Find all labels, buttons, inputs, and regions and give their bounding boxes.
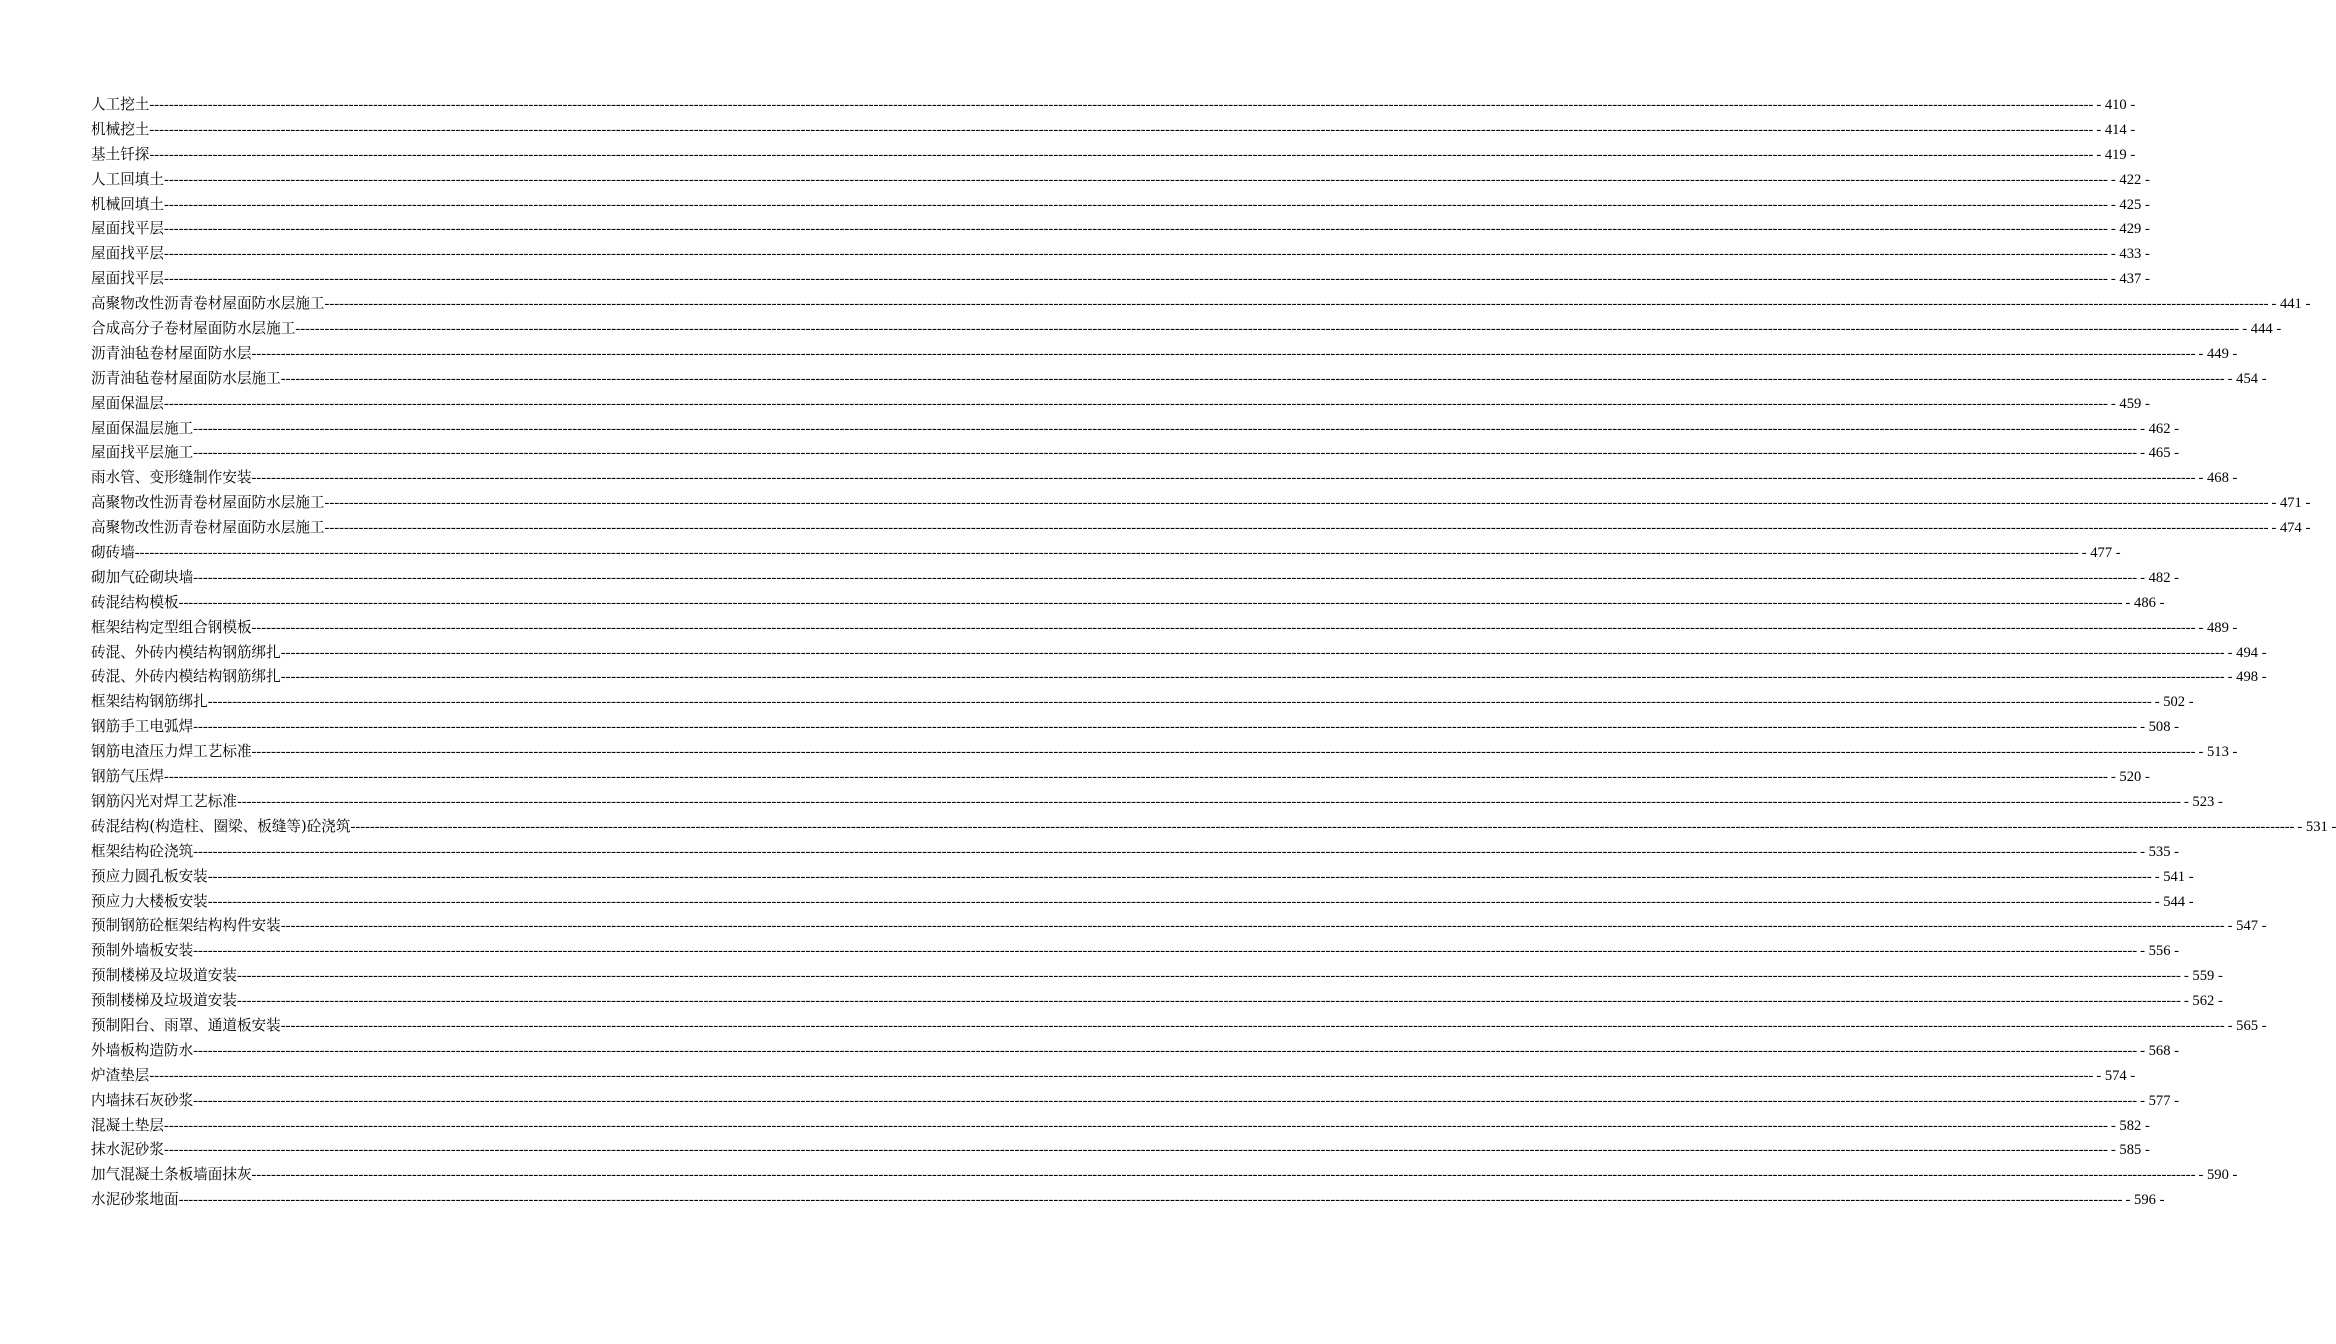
toc-leader-dashes: ---------------------------------------------------------------------------------------------------------------------------------------------------------------------------------------------------------------------------------------------------------------------------------------------------------------------------------------------------------------------------------------------------------------- <box>163 246 2108 263</box>
toc-leader-dashes: ---------------------------------------------------------------------------------------------------------------------------------------------------------------------------------------------------------------------------------------------------------------------------------------------------------------------------------------------------------------------------------------------------------------- <box>324 495 2269 512</box>
toc-entry-title: 预制外墙板安装 <box>91 942 194 960</box>
toc-entry[interactable] <box>91 1188 2165 1213</box>
toc-leader-dashes: ---------------------------------------------------------------------------------------------------------------------------------------------------------------------------------------------------------------------------------------------------------------------------------------------------------------------------------------------------------------------------------------------------------------- <box>251 744 2196 761</box>
toc-leader-dashes: ---------------------------------------------------------------------------------------------------------------------------------------------------------------------------------------------------------------------------------------------------------------------------------------------------------------------------------------------------------------------------------------------------------------- <box>295 321 2240 338</box>
toc-entry-page: - 419 - <box>2096 146 2136 163</box>
toc-entry[interactable] <box>91 964 2223 989</box>
toc-entry[interactable] <box>91 1114 2150 1139</box>
toc-leader-dashes: ---------------------------------------------------------------------------------------------------------------------------------------------------------------------------------------------------------------------------------------------------------------------------------------------------------------------------------------------------------------------------------------------------------------- <box>280 644 2225 661</box>
toc-entry-page: - 523 - <box>2183 793 2223 810</box>
toc-entry-title: 屋面保温层 <box>91 394 164 412</box>
table-of-contents <box>91 93 2336 1213</box>
toc-entry-title: 合成高分子卷材屋面防水层施工 <box>91 320 296 338</box>
toc-entry-title: 屋面找平层 <box>91 270 164 288</box>
toc-entry[interactable] <box>91 1089 2180 1114</box>
toc-entry-page: - 520 - <box>2110 769 2150 786</box>
toc-leader-dashes: ---------------------------------------------------------------------------------------------------------------------------------------------------------------------------------------------------------------------------------------------------------------------------------------------------------------------------------------------------------------------------------------------------------------- <box>193 1092 2138 1109</box>
toc-entry-page: - 454 - <box>2227 370 2267 387</box>
toc-entry-title: 钢筋手工电弧焊 <box>91 718 194 736</box>
toc-entry-title: 外墙板构造防水 <box>91 1041 194 1059</box>
toc-entry[interactable] <box>91 367 2267 392</box>
toc-entry-page: - 410 - <box>2096 97 2136 113</box>
toc-leader-dashes: ---------------------------------------------------------------------------------------------------------------------------------------------------------------------------------------------------------------------------------------------------------------------------------------------------------------------------------------------------------------------------------------------------------------- <box>207 694 2152 711</box>
toc-leader-dashes: ---------------------------------------------------------------------------------------------------------------------------------------------------------------------------------------------------------------------------------------------------------------------------------------------------------------------------------------------------------------------------------------------------------------- <box>193 445 2138 462</box>
toc-entry-title: 雨水管、变形缝制作安装 <box>91 469 252 487</box>
toc-entry-title: 预制钢筋砼框架结构构件安装 <box>91 917 281 935</box>
toc-entry-title: 砖混结构(构造柱、圈梁、板缝等)砼浇筑 <box>91 817 351 835</box>
toc-entry[interactable] <box>91 93 2136 118</box>
toc-entry-title: 机械挖土 <box>91 120 150 138</box>
toc-entry[interactable] <box>91 317 2282 342</box>
toc-entry-page: - 441 - <box>2271 296 2311 313</box>
toc-entry[interactable] <box>91 342 2238 367</box>
toc-entry-title: 水泥砂浆地面 <box>91 1191 179 1209</box>
toc-entry[interactable] <box>91 441 2180 466</box>
toc-entry-page: - 556 - <box>2140 943 2180 960</box>
toc-entry-title: 人工挖土 <box>91 96 150 113</box>
toc-entry-page: - 433 - <box>2110 246 2150 263</box>
toc-entry-title: 框架结构定型组合钢模板 <box>91 618 252 636</box>
toc-leader-dashes: ---------------------------------------------------------------------------------------------------------------------------------------------------------------------------------------------------------------------------------------------------------------------------------------------------------------------------------------------------------------------------------------------------------------- <box>324 296 2269 313</box>
toc-entry-page: - 565 - <box>2227 1017 2267 1034</box>
toc-entry[interactable] <box>91 665 2267 690</box>
toc-entry[interactable] <box>91 591 2165 616</box>
toc-entry-page: - 574 - <box>2096 1067 2136 1084</box>
toc-entry-title: 高聚物改性沥青卷材屋面防水层施工 <box>91 519 325 537</box>
toc-entry-page: - 577 - <box>2140 1092 2180 1109</box>
toc-entry-title: 预制楼梯及垃圾道安装 <box>91 967 237 985</box>
toc-leader-dashes: ---------------------------------------------------------------------------------------------------------------------------------------------------------------------------------------------------------------------------------------------------------------------------------------------------------------------------------------------------------------------------------------------------------------- <box>280 918 2225 935</box>
toc-leader-dashes: ---------------------------------------------------------------------------------------------------------------------------------------------------------------------------------------------------------------------------------------------------------------------------------------------------------------------------------------------------------------------------------------------------------------- <box>207 893 2152 910</box>
toc-entry-page: - 437 - <box>2110 271 2150 288</box>
toc-entry[interactable] <box>91 890 2194 915</box>
toc-leader-dashes: ---------------------------------------------------------------------------------------------------------------------------------------------------------------------------------------------------------------------------------------------------------------------------------------------------------------------------------------------------------------------------------------------------------------- <box>236 993 2181 1010</box>
toc-entry-page: - 459 - <box>2110 395 2150 412</box>
toc-entry[interactable] <box>91 1014 2267 1039</box>
toc-leader-dashes: ---------------------------------------------------------------------------------------------------------------------------------------------------------------------------------------------------------------------------------------------------------------------------------------------------------------------------------------------------------------------------------------------------------------- <box>280 669 2225 686</box>
toc-entry-page: - 494 - <box>2227 644 2267 661</box>
toc-leader-dashes: ---------------------------------------------------------------------------------------------------------------------------------------------------------------------------------------------------------------------------------------------------------------------------------------------------------------------------------------------------------------------------------------------------------------- <box>193 420 2138 437</box>
toc-entry-title: 沥青油毡卷材屋面防水层 <box>91 344 252 362</box>
toc-entry[interactable] <box>91 1138 2150 1163</box>
toc-entry-title: 混凝土垫层 <box>91 1116 164 1134</box>
toc-leader-dashes: ---------------------------------------------------------------------------------------------------------------------------------------------------------------------------------------------------------------------------------------------------------------------------------------------------------------------------------------------------------------------------------------------------------------- <box>134 545 2079 562</box>
toc-leader-dashes: ---------------------------------------------------------------------------------------------------------------------------------------------------------------------------------------------------------------------------------------------------------------------------------------------------------------------------------------------------------------------------------------------------------------- <box>178 594 2123 611</box>
toc-entry-page: - 425 - <box>2110 196 2150 213</box>
toc-entry[interactable] <box>91 1039 2180 1064</box>
toc-entry-title: 沥青油毡卷材屋面防水层施工 <box>91 369 281 387</box>
toc-leader-dashes: ---------------------------------------------------------------------------------------------------------------------------------------------------------------------------------------------------------------------------------------------------------------------------------------------------------------------------------------------------------------------------------------------------------------- <box>149 97 2094 113</box>
toc-entry[interactable] <box>91 1064 2136 1089</box>
toc-leader-dashes: ---------------------------------------------------------------------------------------------------------------------------------------------------------------------------------------------------------------------------------------------------------------------------------------------------------------------------------------------------------------------------------------------------------------- <box>251 619 2196 636</box>
toc-entry[interactable] <box>91 939 2180 964</box>
toc-entry-page: - 462 - <box>2140 420 2180 437</box>
toc-leader-dashes: ---------------------------------------------------------------------------------------------------------------------------------------------------------------------------------------------------------------------------------------------------------------------------------------------------------------------------------------------------------------------------------------------------------------- <box>163 221 2108 238</box>
toc-leader-dashes: ---------------------------------------------------------------------------------------------------------------------------------------------------------------------------------------------------------------------------------------------------------------------------------------------------------------------------------------------------------------------------------------------------------------- <box>236 793 2181 810</box>
toc-entry-page: - 568 - <box>2140 1042 2180 1059</box>
toc-entry-title: 砌加气砼砌块墙 <box>91 568 194 586</box>
toc-entry-page: - 474 - <box>2271 520 2311 537</box>
toc-leader-dashes: ---------------------------------------------------------------------------------------------------------------------------------------------------------------------------------------------------------------------------------------------------------------------------------------------------------------------------------------------------------------------------------------------------------------- <box>193 843 2138 860</box>
toc-entry[interactable] <box>91 466 2238 491</box>
toc-entry-page: - 544 - <box>2154 893 2194 910</box>
toc-entry[interactable] <box>91 516 2311 541</box>
toc-entry-page: - 585 - <box>2110 1142 2150 1159</box>
toc-entry-page: - 449 - <box>2198 345 2238 362</box>
toc-leader-dashes: ---------------------------------------------------------------------------------------------------------------------------------------------------------------------------------------------------------------------------------------------------------------------------------------------------------------------------------------------------------------------------------------------------------------- <box>280 370 2225 387</box>
toc-entry-title: 砖混、外砖内模结构钢筋绑扎 <box>91 668 281 686</box>
toc-leader-dashes: ---------------------------------------------------------------------------------------------------------------------------------------------------------------------------------------------------------------------------------------------------------------------------------------------------------------------------------------------------------------------------------------------------------------- <box>149 121 2094 138</box>
toc-entry-page: - 414 - <box>2096 121 2136 138</box>
toc-entry-page: - 471 - <box>2271 495 2311 512</box>
toc-leader-dashes: ---------------------------------------------------------------------------------------------------------------------------------------------------------------------------------------------------------------------------------------------------------------------------------------------------------------------------------------------------------------------------------------------------------------- <box>193 1042 2138 1059</box>
toc-entry-page: - 582 - <box>2110 1117 2150 1134</box>
toc-entry[interactable] <box>91 1163 2238 1188</box>
toc-entry[interactable] <box>91 740 2238 765</box>
toc-entry-page: - 429 - <box>2110 221 2150 238</box>
toc-entry-page: - 590 - <box>2198 1167 2238 1184</box>
toc-entry[interactable] <box>91 790 2223 815</box>
toc-entry[interactable] <box>91 715 2180 740</box>
toc-entry-title: 钢筋气压焊 <box>91 768 164 786</box>
toc-leader-dashes: ---------------------------------------------------------------------------------------------------------------------------------------------------------------------------------------------------------------------------------------------------------------------------------------------------------------------------------------------------------------------------------------------------------------- <box>163 395 2108 412</box>
toc-entry-title: 人工回填土 <box>91 170 164 188</box>
toc-entry-page: - 486 - <box>2125 594 2165 611</box>
toc-entry-title: 预制阳台、雨罩、通道板安装 <box>91 1016 281 1034</box>
toc-entry-title: 屋面找平层施工 <box>91 444 194 462</box>
toc-entry-title: 砖混结构模板 <box>91 593 179 611</box>
toc-entry-title: 砖混、外砖内模结构钢筋绑扎 <box>91 643 281 661</box>
toc-entry-title: 钢筋闪光对焊工艺标准 <box>91 792 237 810</box>
toc-entry-title: 内墙抹石灰砂浆 <box>91 1091 194 1109</box>
toc-entry[interactable] <box>91 815 2336 840</box>
toc-entry-title: 预制楼梯及垃圾道安装 <box>91 992 237 1010</box>
toc-entry-page: - 547 - <box>2227 918 2267 935</box>
toc-leader-dashes: ---------------------------------------------------------------------------------------------------------------------------------------------------------------------------------------------------------------------------------------------------------------------------------------------------------------------------------------------------------------------------------------------------------------- <box>163 196 2108 213</box>
toc-entry[interactable] <box>91 765 2150 790</box>
toc-leader-dashes: ---------------------------------------------------------------------------------------------------------------------------------------------------------------------------------------------------------------------------------------------------------------------------------------------------------------------------------------------------------------------------------------------------------------- <box>280 1017 2225 1034</box>
toc-entry[interactable] <box>91 491 2311 516</box>
toc-leader-dashes: ---------------------------------------------------------------------------------------------------------------------------------------------------------------------------------------------------------------------------------------------------------------------------------------------------------------------------------------------------------------------------------------------------------------- <box>324 520 2269 537</box>
toc-entry[interactable] <box>91 865 2194 890</box>
toc-entry-page: - 482 - <box>2140 569 2180 586</box>
toc-leader-dashes: ---------------------------------------------------------------------------------------------------------------------------------------------------------------------------------------------------------------------------------------------------------------------------------------------------------------------------------------------------------------------------------------------------------------- <box>193 943 2138 960</box>
toc-entry-page: - 477 - <box>2081 545 2121 562</box>
toc-leader-dashes: ---------------------------------------------------------------------------------------------------------------------------------------------------------------------------------------------------------------------------------------------------------------------------------------------------------------------------------------------------------------------------------------------------------------- <box>163 769 2108 786</box>
toc-entry-title: 框架结构钢筋绑扎 <box>91 693 208 711</box>
toc-entry[interactable] <box>91 690 2194 715</box>
toc-leader-dashes: ---------------------------------------------------------------------------------------------------------------------------------------------------------------------------------------------------------------------------------------------------------------------------------------------------------------------------------------------------------------------------------------------------------------- <box>149 1067 2094 1084</box>
toc-entry-title: 框架结构砼浇筑 <box>91 842 194 860</box>
toc-entry[interactable] <box>91 616 2238 641</box>
toc-leader-dashes: ---------------------------------------------------------------------------------------------------------------------------------------------------------------------------------------------------------------------------------------------------------------------------------------------------------------------------------------------------------------------------------------------------------------- <box>350 818 2295 835</box>
toc-leader-dashes: ---------------------------------------------------------------------------------------------------------------------------------------------------------------------------------------------------------------------------------------------------------------------------------------------------------------------------------------------------------------------------------------------------------------- <box>163 171 2108 188</box>
toc-entry-page: - 465 - <box>2140 445 2180 462</box>
toc-entry-page: - 596 - <box>2125 1192 2165 1209</box>
toc-entry[interactable] <box>91 417 2180 442</box>
toc-entry-title: 屋面找平层 <box>91 245 164 263</box>
toc-entry-title: 砌砖墙 <box>91 544 135 562</box>
toc-leader-dashes: ---------------------------------------------------------------------------------------------------------------------------------------------------------------------------------------------------------------------------------------------------------------------------------------------------------------------------------------------------------------------------------------------------------------- <box>149 146 2094 163</box>
toc-entry-title: 机械回填土 <box>91 195 164 213</box>
toc-entry-title: 炉渣垫层 <box>91 1066 150 1084</box>
toc-leader-dashes: ---------------------------------------------------------------------------------------------------------------------------------------------------------------------------------------------------------------------------------------------------------------------------------------------------------------------------------------------------------------------------------------------------------------- <box>193 569 2138 586</box>
toc-leader-dashes: ---------------------------------------------------------------------------------------------------------------------------------------------------------------------------------------------------------------------------------------------------------------------------------------------------------------------------------------------------------------------------------------------------------------- <box>163 1117 2108 1134</box>
toc-entry-page: - 508 - <box>2140 719 2180 736</box>
toc-entry-page: - 559 - <box>2183 968 2223 985</box>
toc-entry[interactable] <box>91 292 2311 317</box>
toc-entry[interactable] <box>91 914 2267 939</box>
toc-entry[interactable] <box>91 541 2121 566</box>
toc-leader-dashes: ---------------------------------------------------------------------------------------------------------------------------------------------------------------------------------------------------------------------------------------------------------------------------------------------------------------------------------------------------------------------------------------------------------------- <box>236 968 2181 985</box>
toc-entry-page: - 535 - <box>2140 843 2180 860</box>
toc-leader-dashes: ---------------------------------------------------------------------------------------------------------------------------------------------------------------------------------------------------------------------------------------------------------------------------------------------------------------------------------------------------------------------------------------------------------------- <box>163 271 2108 288</box>
toc-entry-page: - 422 - <box>2110 171 2150 188</box>
toc-entry-title: 高聚物改性沥青卷材屋面防水层施工 <box>91 494 325 512</box>
toc-entry-page: - 489 - <box>2198 619 2238 636</box>
toc-entry[interactable] <box>91 193 2150 218</box>
toc-entry-title: 屋面保温层施工 <box>91 419 194 437</box>
toc-leader-dashes: ---------------------------------------------------------------------------------------------------------------------------------------------------------------------------------------------------------------------------------------------------------------------------------------------------------------------------------------------------------------------------------------------------------------- <box>163 1142 2108 1159</box>
toc-entry-title: 基土钎探 <box>91 145 150 163</box>
toc-entry[interactable] <box>91 566 2180 591</box>
toc-leader-dashes: ---------------------------------------------------------------------------------------------------------------------------------------------------------------------------------------------------------------------------------------------------------------------------------------------------------------------------------------------------------------------------------------------------------------- <box>207 868 2152 885</box>
toc-entry[interactable] <box>91 217 2150 242</box>
toc-entry[interactable] <box>91 118 2136 143</box>
toc-entry-title: 高聚物改性沥青卷材屋面防水层施工 <box>91 295 325 313</box>
toc-entry-page: - 541 - <box>2154 868 2194 885</box>
toc-entry-title: 钢筋电渣压力焊工艺标准 <box>91 743 252 761</box>
toc-entry[interactable] <box>91 392 2150 417</box>
toc-leader-dashes: ---------------------------------------------------------------------------------------------------------------------------------------------------------------------------------------------------------------------------------------------------------------------------------------------------------------------------------------------------------------------------------------------------------------- <box>251 470 2196 487</box>
toc-leader-dashes: ---------------------------------------------------------------------------------------------------------------------------------------------------------------------------------------------------------------------------------------------------------------------------------------------------------------------------------------------------------------------------------------------------------------- <box>251 1167 2196 1184</box>
toc-entry[interactable] <box>91 242 2150 267</box>
toc-entry[interactable] <box>91 267 2150 292</box>
toc-entry-title: 抹水泥砂浆 <box>91 1141 164 1159</box>
toc-entry-page: - 498 - <box>2227 669 2267 686</box>
toc-entry-title: 预应力大楼板安装 <box>91 892 208 910</box>
toc-leader-dashes: ---------------------------------------------------------------------------------------------------------------------------------------------------------------------------------------------------------------------------------------------------------------------------------------------------------------------------------------------------------------------------------------------------------------- <box>193 719 2138 736</box>
toc-entry-page: - 468 - <box>2198 470 2238 487</box>
toc-entry-page: - 502 - <box>2154 694 2194 711</box>
toc-leader-dashes: ---------------------------------------------------------------------------------------------------------------------------------------------------------------------------------------------------------------------------------------------------------------------------------------------------------------------------------------------------------------------------------------------------------------- <box>178 1192 2123 1209</box>
toc-entry-title: 预应力圆孔板安装 <box>91 867 208 885</box>
toc-entry[interactable] <box>91 143 2136 168</box>
toc-entry[interactable] <box>91 989 2223 1014</box>
toc-entry[interactable] <box>91 641 2267 666</box>
toc-entry-title: 屋面找平层 <box>91 220 164 238</box>
toc-entry-page: - 562 - <box>2183 993 2223 1010</box>
toc-entry[interactable] <box>91 840 2180 865</box>
toc-entry[interactable] <box>91 168 2150 193</box>
toc-entry-page: - 513 - <box>2198 744 2238 761</box>
toc-leader-dashes: ---------------------------------------------------------------------------------------------------------------------------------------------------------------------------------------------------------------------------------------------------------------------------------------------------------------------------------------------------------------------------------------------------------------- <box>251 345 2196 362</box>
toc-entry-page: - 444 - <box>2242 321 2282 338</box>
toc-entry-title: 加气混凝土条板墙面抹灰 <box>91 1166 252 1184</box>
toc-entry-page: - 531 - <box>2297 818 2336 835</box>
